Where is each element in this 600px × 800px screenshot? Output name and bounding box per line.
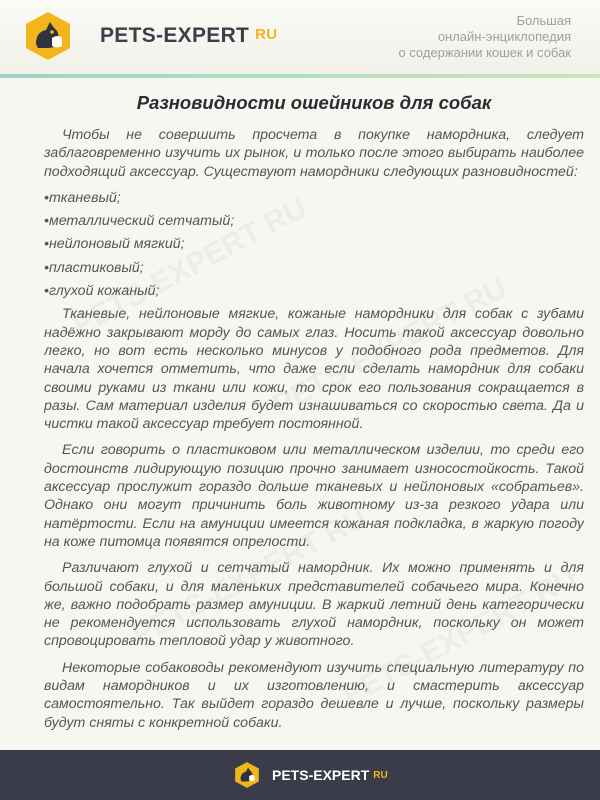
- tagline-line: онлайн-энциклопедия: [437, 29, 571, 44]
- brand-name[interactable]: [100, 24, 277, 48]
- footer-brand-suffix: RU: [373, 770, 388, 781]
- brand-text: PETS-EXPERT: [100, 24, 250, 47]
- pets-expert-logo-icon[interactable]: [233, 761, 261, 789]
- article: [44, 78, 584, 742]
- article-paragraph: Тканевые, нейлоновые мягкие, кожаные намордники для собак с зубами надёжно закрывают морду до самых глаз. Носить такой аксессуар довольно легко, но вот есть несколько минусов у подобного рода предметов. Для начала хочется отметить, что даже если сделать намордник для собаки своими руками из ткани или кожи, то срок его пользования сокращается в разы. Сам материал изделия будет изнашиваться со скоростью света. Да и чистки такой аксессуар требует постоянной.: [44, 306, 584, 433]
- list-item: •нейлоновый мягкий;: [44, 236, 185, 253]
- list-item: •глухой кожаный;: [44, 283, 160, 300]
- site-footer: [0, 750, 600, 800]
- site-tagline: [398, 13, 571, 61]
- list-item: •тканевый;: [44, 189, 121, 206]
- article-intro: Чтобы не совершить просчета в покупке намордника, следует заблаговременно изучить их рынок, и только после этого выбирать наиболее подходящий аксессуар. Существуют намордники следующих разновидностей:: [44, 127, 584, 180]
- pets-expert-logo-icon[interactable]: [22, 10, 74, 62]
- article-paragraph: Некоторые собаководы рекомендуют изучить специальную литературу по видам намордников и их изготовлению, и смастерить аксессуар самостоятельно. Так выйдет гораздо дешевле и лучше, поскольку размеры будут сняты с конкретной собаки.: [44, 659, 584, 731]
- site-header: [0, 0, 600, 74]
- tagline-line: о содержании кошек и собак: [398, 45, 571, 60]
- footer-brand[interactable]: [272, 767, 388, 783]
- article-paragraph: Различают глухой и сетчатый намордник. Их можно применять и для большой собаки, и для маленьких представителей собачьего мира. Конечно же, важно подобрать размер амуниции. В жаркий летний день категорически не рекомендуется использовать глухой намордник, поскольку он может спровоцировать тепловой удар у животного.: [44, 560, 584, 650]
- list-item: •металлический сетчатый;: [44, 213, 235, 230]
- footer-brand-text: PETS-EXPERT: [272, 767, 370, 783]
- article-title: Разновидности ошейников для собак: [136, 92, 492, 113]
- brand-suffix: RU: [255, 26, 278, 43]
- list-item: •пластиковый;: [44, 259, 144, 276]
- article-paragraph: Если говорить о пластиковом или металлическом изделии, то среди его достоинств лидирующую позицию прочно занимает износостойкость. Такой аксессуар прослужит гораздо дольше тканевых и нейлоновых «собратьев». Однако они могут причинить боль животному из-за резкого удара или натёртости. Если на амуниции имеется кожаная подкладка, в жаркую погоду на коже питомца появятся опрелости.: [44, 442, 584, 550]
- tagline-line: Большая: [516, 13, 571, 28]
